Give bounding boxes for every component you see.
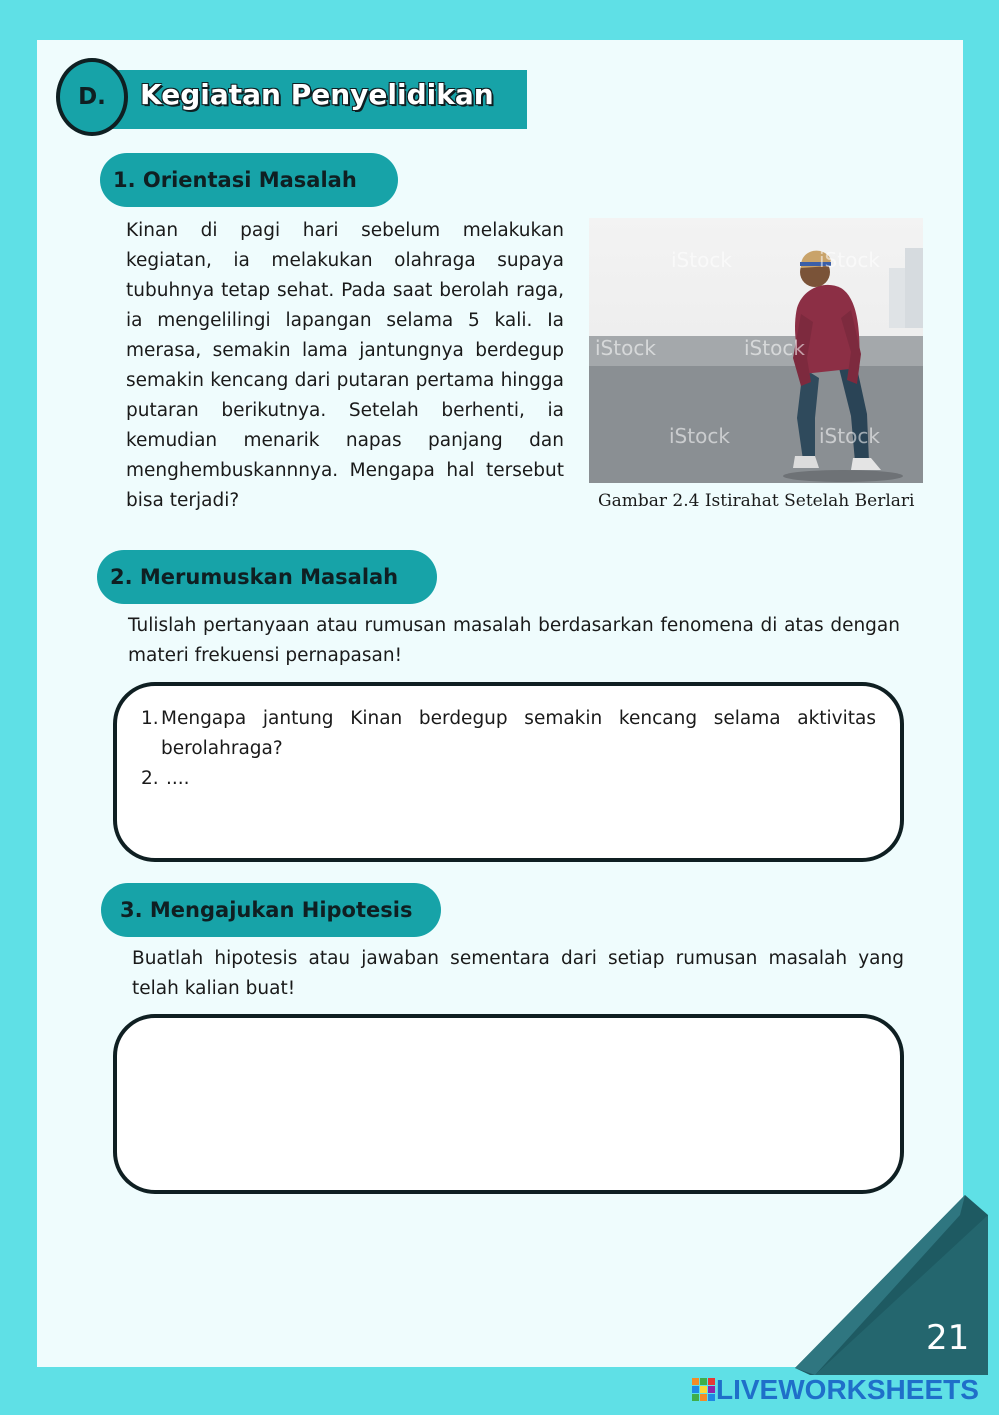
step3-heading: 3. Mengajukan Hipotesis — [101, 883, 441, 937]
watermark-text: iStock — [819, 248, 880, 272]
step3-instruction: Buatlah hipotesis atau jawaban sementara dari setiap rumusan masalah yang telah kalian buat! — [132, 948, 904, 999]
watermark-text: iStock — [595, 336, 656, 360]
liveworksheets-logo-icon — [692, 1378, 716, 1402]
brand-text: LIVEWORKSHEETS — [716, 1374, 979, 1405]
step1-heading: 1. Orientasi Masalah — [100, 153, 398, 207]
step2-heading: 2. Merumuskan Masalah — [97, 550, 437, 604]
section-title: Kegiatan Penyelidikan — [140, 78, 494, 111]
list-item-number: 2. — [141, 768, 159, 789]
figure-caption: Gambar 2.4 Istirahat Setelah Berlari — [598, 491, 915, 511]
page-number: 21 — [926, 1318, 970, 1358]
list-item-text: Mengapa jantung Kinan berdegup semakin kencang selama aktivitas berolahraga? — [161, 708, 876, 759]
brand-logo — [692, 1374, 979, 1406]
list-item-text: .... — [166, 768, 190, 789]
step2-instruction: Tulislah pertanyaan atau rumusan masalah berdasarkan fenomena di atas dengan materi frekuensi pernapasan! — [128, 615, 900, 666]
step1-story-text: Kinan di pagi hari sebelum melakukan kegiatan, ia melakukan olahraga supaya tubuhnya tetap sehat. Pada saat berolah raga, ia mengelilingi lapangan selama 5 kali. Ia merasa, semakin lama jantungnya berdegup semakin kencang dari putaran pertama hingga putaran berikutnya. Setelah berhenti, ia kemudian menarik napas panjang dan menghembuskannnya. Mengapa hal tersebut bisa terjadi? — [126, 220, 564, 511]
section-badge-label: D. — [78, 84, 106, 110]
watermark-text: iStock — [744, 336, 805, 360]
watermark-text: iStock — [671, 248, 732, 272]
watermark-text: iStock — [819, 424, 880, 448]
list-item-number: 1. — [141, 708, 159, 729]
watermark-text: iStock — [669, 424, 730, 448]
